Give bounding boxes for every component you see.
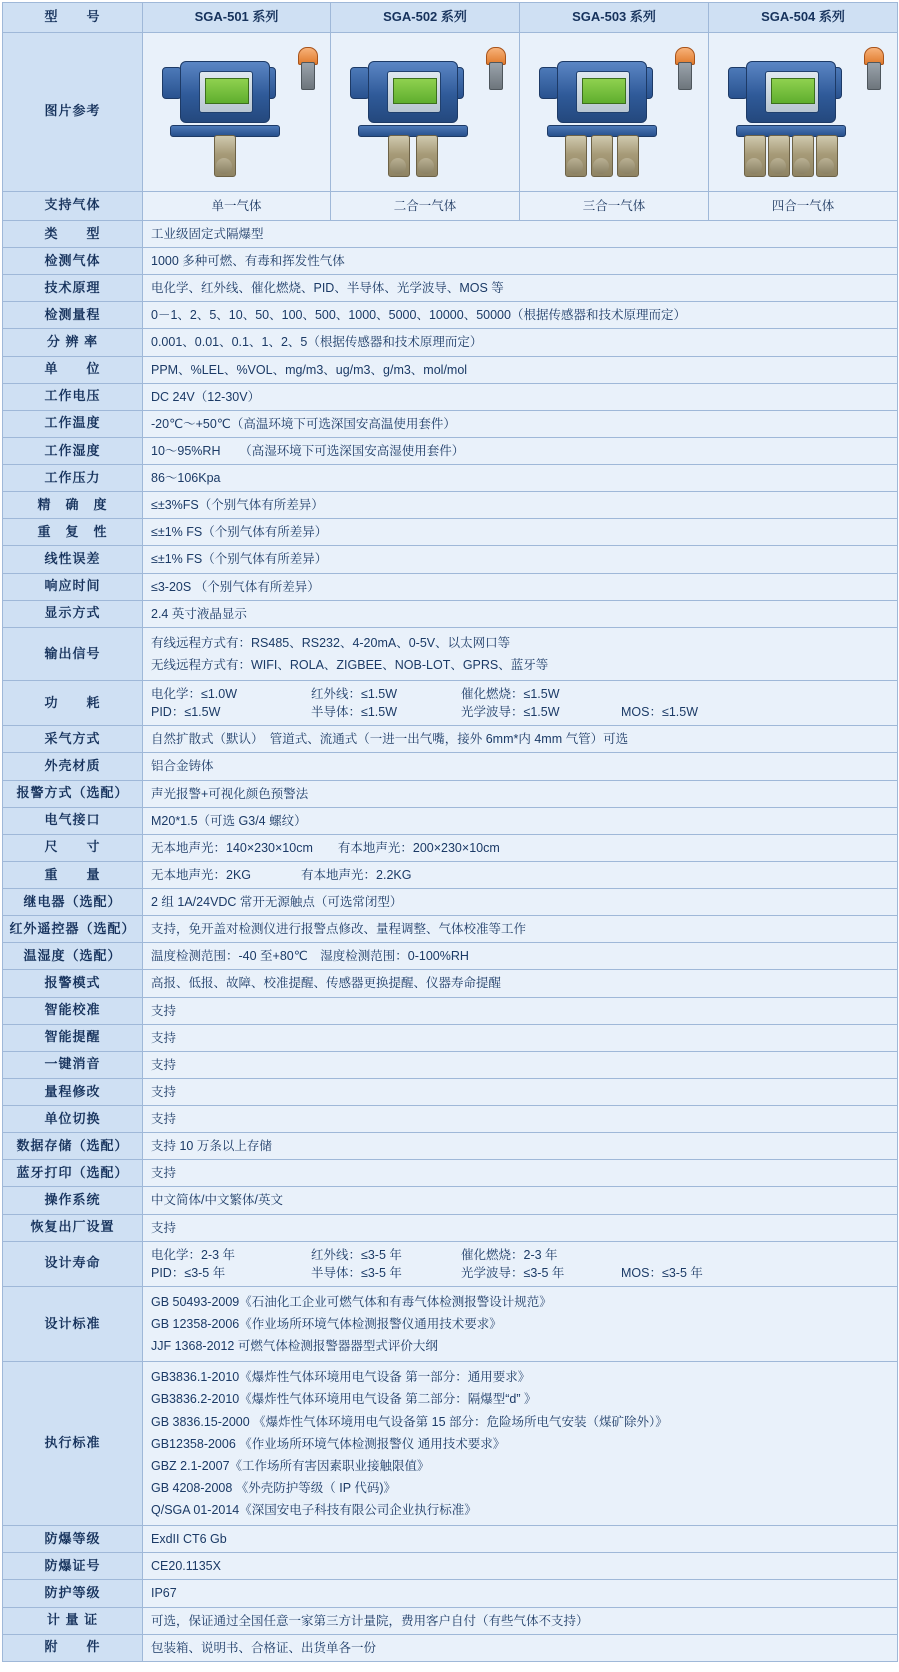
row-label: 单位切换	[3, 1106, 143, 1133]
design-standard-line: GB 12358-2006《作业场所环境气体检测报警仪通用技术要求》	[151, 1317, 502, 1332]
design-standard-value	[143, 1286, 898, 1361]
row-value: 支持	[143, 997, 898, 1024]
lifespan-item: 催化燃烧：2-3 年	[461, 1247, 558, 1262]
row-label: 技术原理	[3, 275, 143, 302]
lifespan-item: 光学波导：≤3-5 年	[461, 1265, 565, 1280]
design-standard-line: JJF 1368-2012 可燃气体检测报警器器型式评价大纲	[151, 1339, 438, 1354]
row-label: 检测气体	[3, 248, 143, 275]
table-row	[3, 1634, 898, 1661]
exec-standard-row	[3, 1362, 898, 1526]
gas-detector-icon	[340, 41, 510, 183]
specification-table	[2, 2, 898, 1662]
row-value: 中文简体/中文繁体/英文	[143, 1187, 898, 1214]
row-value: ≤±1% FS（个别气体有所差异）	[143, 546, 898, 573]
row-label: 一键消音	[3, 1051, 143, 1078]
table-row	[3, 546, 898, 573]
row-value: ExdII CT6 Gb	[143, 1526, 898, 1553]
row-label: 智能提醒	[3, 1024, 143, 1051]
row-label: 精 确 度	[3, 492, 143, 519]
table-row	[3, 780, 898, 807]
row-value: 支持	[143, 1214, 898, 1241]
table-header-row	[3, 3, 898, 33]
table-row	[3, 329, 898, 356]
table-row	[3, 383, 898, 410]
model-header-1: SGA-501 系列	[143, 3, 331, 33]
row-value: 2 组 1A/24VDC 常开无源触点（可选常闭型）	[143, 889, 898, 916]
table-row	[3, 1133, 898, 1160]
device-image-1	[143, 32, 331, 191]
power-item: 红外线：≤1.5W	[311, 687, 398, 702]
row-label: 工作电压	[3, 383, 143, 410]
row-label: 类 型	[3, 220, 143, 247]
gas-support-1: 单一气体	[143, 191, 331, 220]
row-label: 量程修改	[3, 1078, 143, 1105]
row-value: 铝合金铸体	[143, 753, 898, 780]
row-label: 工作湿度	[3, 437, 143, 464]
gas-detector-icon	[718, 41, 888, 183]
exec-standard-value	[143, 1362, 898, 1526]
row-value: ≤±3%FS（个别气体有所差异）	[143, 492, 898, 519]
table-row	[3, 1078, 898, 1105]
row-label: 防爆等级	[3, 1526, 143, 1553]
row-label: 显示方式	[3, 600, 143, 627]
row-label: 防护等级	[3, 1580, 143, 1607]
table-row	[3, 943, 898, 970]
row-value: 2.4 英寸液晶显示	[143, 600, 898, 627]
table-row	[3, 519, 898, 546]
row-label: 分 辨 率	[3, 329, 143, 356]
gas-detector-icon	[152, 41, 322, 183]
table-row	[3, 834, 898, 861]
power-item: 光学波导：≤1.5W	[461, 705, 560, 720]
table-row	[3, 807, 898, 834]
gas-detector-icon	[529, 41, 699, 183]
row-label: 响应时间	[3, 573, 143, 600]
row-label: 防爆证号	[3, 1553, 143, 1580]
row-value: 支持	[143, 1106, 898, 1133]
table-row	[3, 492, 898, 519]
output-signal-row	[3, 627, 898, 680]
table-row	[3, 1553, 898, 1580]
row-label: 重 量	[3, 861, 143, 888]
model-header-2: SGA-502 系列	[331, 3, 520, 33]
row-value: 0.001、0.01、0.1、1、2、5（根据传感器和技术原理而定）	[143, 329, 898, 356]
table-row	[3, 1106, 898, 1133]
design-standard-row	[3, 1286, 898, 1361]
row-value: -20℃～+50℃（高温环境下可选深国安高温使用套件）	[143, 410, 898, 437]
table-row	[3, 726, 898, 753]
row-label: 操作系统	[3, 1187, 143, 1214]
row-value: 支持	[143, 1024, 898, 1051]
row-label: 智能校准	[3, 997, 143, 1024]
power-item: 半导体：≤1.5W	[311, 705, 398, 720]
lifespan-item: PID：≤3-5 年	[151, 1265, 226, 1280]
row-value: 可选，保证通过全国任意一家第三方计量院，费用客户自付（有些气体不支持）	[143, 1607, 898, 1634]
power-label: 功 耗	[3, 681, 143, 726]
power-item: MOS：≤1.5W	[621, 705, 699, 720]
image-row-label: 图片参考	[3, 32, 143, 191]
lifespan-item: 红外线：≤3-5 年	[311, 1247, 402, 1262]
lifespan-row	[3, 1241, 898, 1286]
output-signal-line-2: 无线远程方式有：WIFI、ROLA、ZIGBEE、NOB-LOT、GPRS、蓝牙等	[151, 657, 549, 672]
row-value: ≤±1% FS（个别气体有所差异）	[143, 519, 898, 546]
model-header-4: SGA-504 系列	[709, 3, 898, 33]
power-item: 电化学：≤1.0W	[151, 687, 238, 702]
table-row	[3, 889, 898, 916]
table-row	[3, 1024, 898, 1051]
table-row	[3, 1187, 898, 1214]
table-row	[3, 970, 898, 997]
table-row	[3, 1580, 898, 1607]
row-value: 1000 多种可燃、有毒和挥发性气体	[143, 248, 898, 275]
exec-standard-line: GB12358-2006 《作业场所环境气体检测报警仪 通用技术要求》	[151, 1436, 506, 1451]
row-value: 声光报警+可视化颜色预警法	[143, 780, 898, 807]
row-label: 工作温度	[3, 410, 143, 437]
row-label: 电气接口	[3, 807, 143, 834]
row-label: 数据存储（选配）	[3, 1133, 143, 1160]
row-value: PPM、%LEL、%VOL、mg/m3、ug/m3、g/m3、mol/mol	[143, 356, 898, 383]
power-line-1	[151, 685, 889, 703]
exec-standard-line: Q/SGA 01-2014《深国安电子科技有限公司企业执行标准》	[151, 1503, 477, 1518]
row-label: 报警方式（选配）	[3, 780, 143, 807]
row-value: 温度检测范围：-40 至+80℃ 湿度检测范围：0-100%RH	[143, 943, 898, 970]
table-row	[3, 861, 898, 888]
table-row	[3, 220, 898, 247]
row-label: 单 位	[3, 356, 143, 383]
row-label: 工作压力	[3, 465, 143, 492]
row-label: 线性误差	[3, 546, 143, 573]
row-value: 10～95%RH （高湿环境下可选深国安高湿使用套件）	[143, 437, 898, 464]
device-image-3	[520, 32, 709, 191]
row-label: 蓝牙打印（选配）	[3, 1160, 143, 1187]
lifespan-line-1	[151, 1246, 889, 1264]
row-value: 86～106Kpa	[143, 465, 898, 492]
power-item: PID：≤1.5W	[151, 705, 221, 720]
power-item: 催化燃烧：≤1.5W	[461, 687, 560, 702]
exec-standard-line: GB 3836.15-2000 《爆炸性气体环境用电气设备第 15 部分：危险场所电气安装（煤矿除外）》	[151, 1414, 668, 1429]
row-label: 尺 寸	[3, 834, 143, 861]
lifespan-item: MOS：≤3-5 年	[621, 1265, 703, 1280]
row-value: IP67	[143, 1580, 898, 1607]
gas-support-3: 三合一气体	[520, 191, 709, 220]
table-row	[3, 1051, 898, 1078]
spec-sheet	[0, 2, 899, 1672]
exec-standard-line: GBZ 2.1-2007《工作场所有害因素职业接触限值》	[151, 1458, 430, 1473]
table-row	[3, 753, 898, 780]
table-row	[3, 275, 898, 302]
sheet-footer-space	[0, 1664, 899, 1672]
gas-support-label: 支持气体	[3, 191, 143, 220]
row-label: 重 复 性	[3, 519, 143, 546]
row-value: 支持，免开盖对检测仪进行报警点修改、量程调整、气体校准等工作	[143, 916, 898, 943]
lifespan-item: 电化学：2-3 年	[151, 1247, 236, 1262]
table-row	[3, 1214, 898, 1241]
row-value: 支持	[143, 1078, 898, 1105]
table-row	[3, 356, 898, 383]
row-value: CE20.1135X	[143, 1553, 898, 1580]
row-label: 计 量 证	[3, 1607, 143, 1634]
table-row	[3, 248, 898, 275]
row-value: DC 24V（12-30V）	[143, 383, 898, 410]
lifespan-label: 设计寿命	[3, 1241, 143, 1286]
design-standard-label: 设计标准	[3, 1286, 143, 1361]
device-image-2	[331, 32, 520, 191]
row-value: ≤3-20S （个别气体有所差异）	[143, 573, 898, 600]
row-label: 恢复出厂设置	[3, 1214, 143, 1241]
power-value	[143, 681, 898, 726]
table-row	[3, 437, 898, 464]
output-signal-line-1: 有线远程方式有：RS485、RS232、4-20mA、0-5V、以太网口等	[151, 635, 511, 650]
exec-standard-label: 执行标准	[3, 1362, 143, 1526]
row-value: 支持	[143, 1051, 898, 1078]
row-label: 附 件	[3, 1634, 143, 1661]
row-label: 采气方式	[3, 726, 143, 753]
table-row	[3, 1160, 898, 1187]
row-value: 工业级固定式隔爆型	[143, 220, 898, 247]
power-row	[3, 681, 898, 726]
row-label: 温湿度（选配）	[3, 943, 143, 970]
power-line-2	[151, 703, 889, 721]
row-value: 支持	[143, 1160, 898, 1187]
row-label: 红外遥控器（选配）	[3, 916, 143, 943]
table-row	[3, 1526, 898, 1553]
table-row	[3, 997, 898, 1024]
table-row	[3, 573, 898, 600]
lifespan-item: 半导体：≤3-5 年	[311, 1265, 402, 1280]
exec-standard-line: GB 4208-2008 《外壳防护等级（ IP 代码)》	[151, 1480, 396, 1495]
exec-standard-line: GB3836.1-2010《爆炸性气体环境用电气设备 第一部分：通用要求》	[151, 1370, 531, 1385]
lifespan-line-2	[151, 1264, 889, 1282]
exec-standard-line: GB3836.2-2010《爆炸性气体环境用电气设备 第二部分：隔爆型“d” 》	[151, 1392, 537, 1407]
model-label: 型 号	[3, 3, 143, 33]
table-row	[3, 302, 898, 329]
table-row	[3, 410, 898, 437]
row-label: 外壳材质	[3, 753, 143, 780]
table-row	[3, 1607, 898, 1634]
device-image-4	[709, 32, 898, 191]
row-label: 报警模式	[3, 970, 143, 997]
design-standard-line: GB 50493-2009《石油化工企业可燃气体和有毒气体检测报警设计规范》	[151, 1294, 552, 1309]
image-row	[3, 32, 898, 191]
row-label: 检测量程	[3, 302, 143, 329]
output-signal-label: 输出信号	[3, 627, 143, 680]
gas-support-4: 四合一气体	[709, 191, 898, 220]
table-row	[3, 465, 898, 492]
model-header-3: SGA-503 系列	[520, 3, 709, 33]
row-value: 高报、低报、故障、校准提醒、传感器更换提醒、仪器寿命提醒	[143, 970, 898, 997]
row-value: 支持 10 万条以上存储	[143, 1133, 898, 1160]
row-value: 无本地声光：2KG 有本地声光：2.2KG	[143, 861, 898, 888]
row-value: M20*1.5（可选 G3/4 螺纹）	[143, 807, 898, 834]
row-value: 无本地声光：140×230×10cm 有本地声光：200×230×10cm	[143, 834, 898, 861]
gas-support-2: 二合一气体	[331, 191, 520, 220]
table-row	[3, 916, 898, 943]
lifespan-value	[143, 1241, 898, 1286]
row-value: 0－1、2、5、10、50、100、500、1000、5000、10000、50000（根据传感器和技术原理而定）	[143, 302, 898, 329]
row-label: 继电器（选配）	[3, 889, 143, 916]
row-value: 包装箱、说明书、合格证、出货单各一份	[143, 1634, 898, 1661]
gas-support-row	[3, 191, 898, 220]
output-signal-value	[143, 627, 898, 680]
row-value: 自然扩散式（默认） 管道式、流通式（一进一出气嘴，接外 6mm*内 4mm 气管）可选	[143, 726, 898, 753]
row-value: 电化学、红外线、催化燃烧、PID、半导体、光学波导、MOS 等	[143, 275, 898, 302]
table-row	[3, 600, 898, 627]
